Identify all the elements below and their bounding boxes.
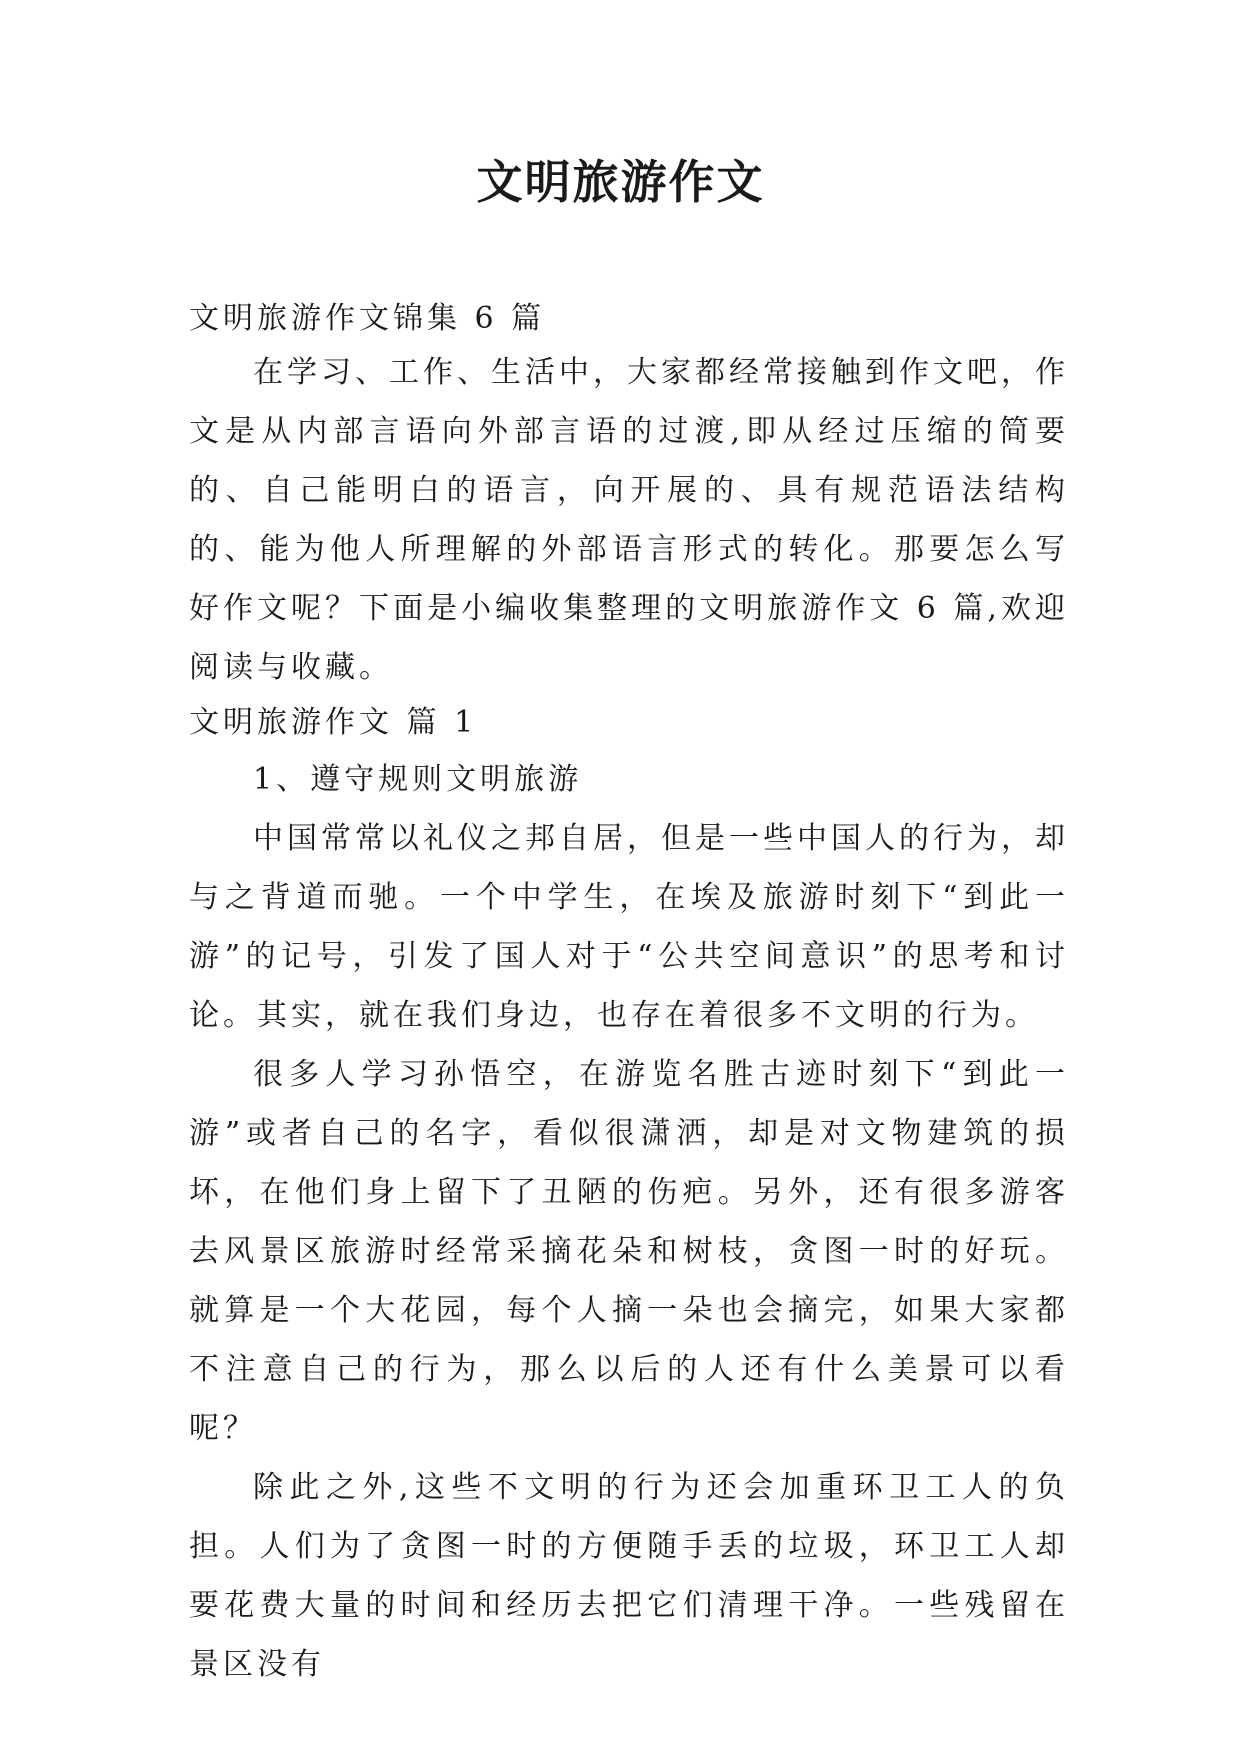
body-paragraph-3: 除此之外,这些不文明的行为还会加重环卫工人的负担。人们为了贪图一时的方便随手丢的垃圾，环卫工人却要花费大量的时间和经历去把它们清理干净。一些残留在景区没有 <box>189 1470 1069 1682</box>
intro-paragraph: 在学习、工作、生活中，大家都经常接触到作文吧，作文是从内部言语向外部言语的过渡,即从经过压缩的简要的、自己能明白的语言，向开展的、具有规范语法结构的、能为他人所理解的外部语言形式的转化。那要怎么写好作文呢？下面是小编收集整理的文明旅游作文 6 篇,欢迎阅读与收藏。 <box>189 355 1069 685</box>
document-title: 文明旅游作文 <box>476 155 765 209</box>
intro-block <box>189 343 1069 697</box>
list-item-heading: 1、遵守规则文明旅游 <box>253 762 583 797</box>
section-heading: 文明旅游作文 篇 1 <box>189 705 478 740</box>
body-paragraph-1: 中国常常以礼仪之邦自居，但是一些中国人的行为，却与之背道而驰。一个中学生，在埃及旅游时刻下“到此一游”的记号，引发了国人对于“公共空间意识”的思考和讨论。其实，就在我们身边，也存在着很多不文明的行为。 <box>189 821 1069 1033</box>
body-paragraph-2: 很多人学习孙悟空，在游览名胜古迹时刻下“到此一游”或者自己的名字，看似很潇洒，却是对文物建筑的损坏，在他们身上留下了丑陋的伤疤。另外，还有很多游客去风景区旅游时经常采摘花朵和树枝，贪图一时的好玩。就算是一个大花园，每个人摘一朵也会摘完，如果大家都不注意自己的行为，那么以后的人还有什么美景可以看呢？ <box>189 1057 1069 1446</box>
section-body <box>189 750 1069 1694</box>
collection-subtitle: 文明旅游作文锦集 6 篇 <box>189 301 546 336</box>
